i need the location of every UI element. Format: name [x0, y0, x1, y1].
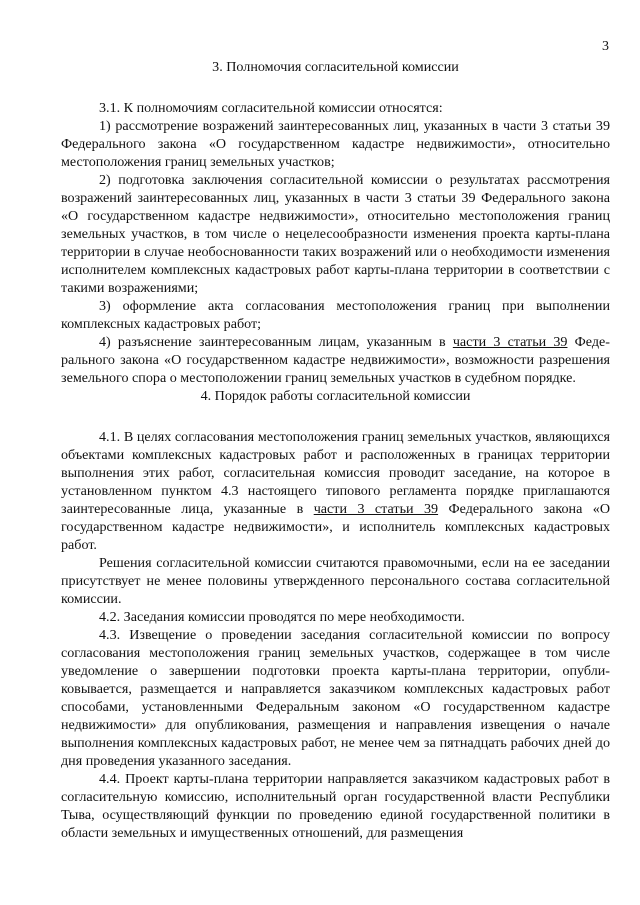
- paragraph-4-4: 4.4. Проект карты-плана территории направляется заказчиком кадастровых работ в согласительную комиссию, исполнительный орган государственной власти Республики Тыва, осуществляющий функции по проведению единой государственной политики в области земельных и имущественных отношений, для размещения: [61, 771, 610, 841]
- paragraph-4-1-decisions: Решения согласительной комиссии считаются правомочными, если на ее заседании присутствует не менее половины утвержденного персонального состава согласительной комиссии.: [61, 555, 610, 607]
- law-article-link[interactable]: части 3 статьи 39: [313, 501, 439, 517]
- p41-text-before: 4.1. В целях согласования местоположения границ земельных участков, являющихся объектами комплексных кадастровых работ и расположенных в границах территории выполнения этих работ, согласительная комиссия проводит заседание, на которое в установленном пунктом 4.3 настоящего типового регламента порядке приглашаются заинтересованные лица, указанные в: [61, 429, 610, 517]
- list-item-3-1-1: 1) рассмотрение возражений заинтересованных лиц, указанных в части 3 статьи 39 Федерального закона «О государственном кадастре недвижимости», относительно местоположения границ земельных участков;: [61, 118, 610, 170]
- list-item-3-1-4: [61, 333, 610, 387]
- list-item-3-1-3: 3) оформление акта согласования местоположения границ при выполнении комплексных кадастровых работ;: [61, 298, 610, 332]
- page-number: 3: [602, 39, 609, 54]
- document-body: [61, 58, 610, 842]
- law-article-link[interactable]: части 3 статьи 39: [452, 334, 568, 350]
- section-3-title: 3. Полномочия согласительной комиссии: [212, 59, 459, 75]
- list-item-3-1-2: 2) подготовка заключения согласительной комиссии о результатах рассмотрения возражений заинтересованных лиц, указанных в части 3 статьи 39 Федерального закона «О государственном кадастре недвижимости», относительно местоположения границ земельных участков, в том числе о нецелесообразности изменения проекта карты-плана территории в случае необоснованности таких возражений или о необходимости изменения исполнителем комплексных кадастровых работ карты-плана территории в соответствии с такими возражениями;: [61, 172, 610, 296]
- item4-text-after: Федерального закона «О государственном кадастре недвижимости», возможности разрешения земельного спора о местоположении границ земельных участков в судебном порядке.: [61, 334, 610, 386]
- p41-text-after: Федерального закона «О государственном кадастре недвижимости», и исполнитель комплексных кадастровых работ.: [61, 501, 611, 553]
- paragraph-4-1: [61, 428, 610, 554]
- paragraph-4-2: 4.2. Заседания комиссии проводятся по мере необходимости.: [99, 609, 465, 625]
- section-4-title: 4. Порядок работы согласительной комиссии: [200, 388, 471, 404]
- section-3-body: [61, 99, 610, 387]
- item4-text-before: 4) разъяснение заинтересованным лицам, указанным в: [99, 334, 453, 350]
- paragraph-3-1-intro: 3.1. К полномочиям согласительной комиссии относятся:: [99, 100, 443, 116]
- section-4-body: [61, 428, 610, 842]
- paragraph-4-3: 4.3. Извещение о проведении заседания согласительной комиссии по вопросу согласования местоположения границ земельных участков, содержащее в том числе уведомление о завершении подготовки проекта карты-плана территории, опубликовывается, размещается и направляется заказчиком комплексных кадастровых работ способами, установленными Федеральным законом «О государственном кадастре недвижимости» для опубликования, размещения и направления извещения о начале выполнения комплексных кадастровых работ, не менее чем за пятнадцать рабочих дней до дня проведения указанного заседания.: [61, 627, 610, 769]
